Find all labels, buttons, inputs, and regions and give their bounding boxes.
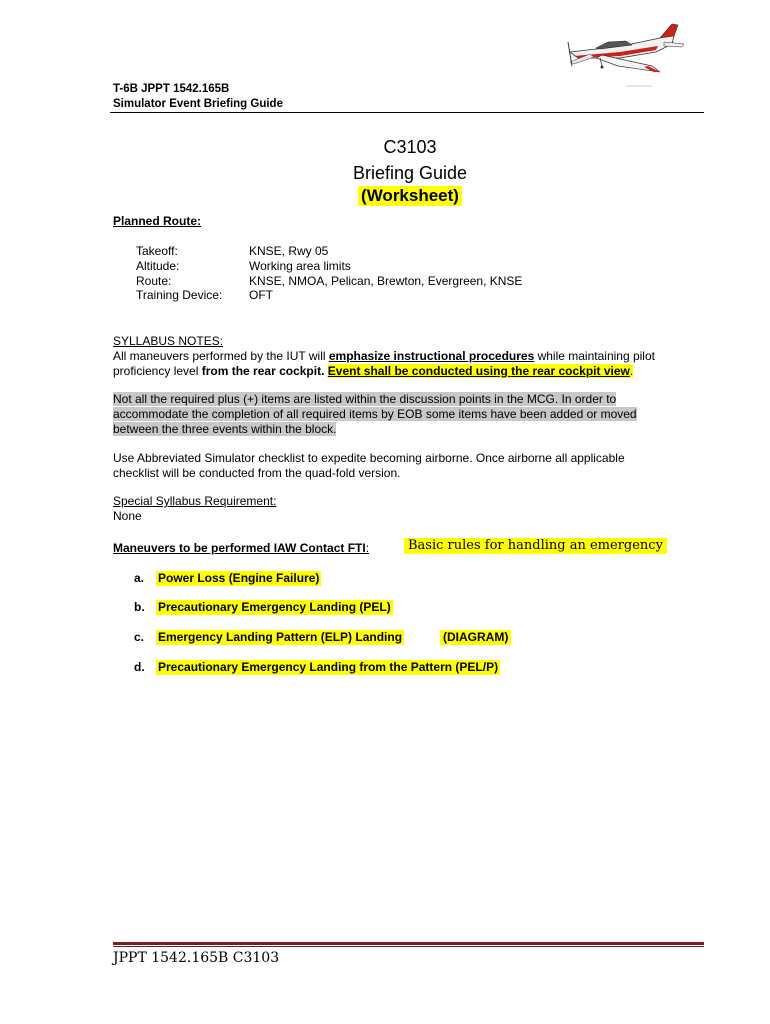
- diagram-reference: [440, 630, 511, 644]
- route-label: Route:: [136, 273, 172, 288]
- notes-text: .: [629, 363, 634, 378]
- notes-text: All maneuvers performed by the IUT will: [113, 348, 329, 363]
- maneuvers-heading-text: Maneuvers to be performed IAW Contact FTI: [113, 541, 366, 555]
- maneuver-letter: c.: [134, 630, 145, 644]
- syllabus-notes-paragraph-3: Use Abbreviated Simulator checklist to expedite becoming airborne. Once airborne all applicable checklist will be conducted from the quad-fold version.: [113, 450, 625, 480]
- special-requirement-value: None: [113, 509, 142, 524]
- emergency-rules-note: Basic rules for handling an emergency: [404, 538, 667, 554]
- maneuver-letter: a.: [134, 571, 145, 585]
- maneuver-text: Precautionary Emergency Landing from the Pattern (PEL/P): [158, 660, 499, 674]
- route-row-takeoff: [136, 244, 522, 259]
- maneuvers-heading: [113, 541, 369, 555]
- route-row-route: [136, 274, 522, 289]
- route-row-training-device: [136, 288, 522, 303]
- document-header: [113, 82, 283, 112]
- route-label: Takeoff:: [136, 244, 178, 258]
- syllabus-notes-paragraph-1: [113, 349, 673, 379]
- route-label: Training Device:: [136, 288, 223, 303]
- route-value: KNSE, NMOA, Pelican, Brewton, Evergreen, KNSE: [249, 273, 523, 288]
- header-doc-id: T-6B JPPT 1542.165B: [113, 83, 230, 95]
- maneuver-text: Precautionary Emergency Landing (PEL): [158, 600, 391, 614]
- special-requirement-heading: Special Syllabus Requirement:: [113, 494, 277, 509]
- page-footer: JPPT 1542.165B C3103: [113, 950, 280, 966]
- route-value: Working area limits: [249, 258, 351, 273]
- syllabus-notes-heading: SYLLABUS NOTES:: [113, 334, 224, 348]
- planned-route-heading: Planned Route:: [113, 214, 202, 228]
- maneuver-text: Emergency Landing Pattern (ELP) Landing: [158, 630, 403, 644]
- header-divider: [110, 112, 704, 113]
- route-label: Altitude:: [136, 258, 180, 273]
- route-row-altitude: [136, 259, 522, 274]
- notes-emphasis: emphasize instructional procedures: [328, 348, 535, 363]
- planned-route-table: [136, 244, 522, 303]
- notes-rear-cockpit-view: Event shall be conducted using the rear cockpit view: [327, 363, 630, 378]
- maneuver-letter: b.: [134, 600, 145, 614]
- header-doc-type: Simulator Event Briefing Guide: [113, 98, 283, 110]
- document-title: Briefing Guide: [352, 163, 468, 183]
- syllabus-notes-paragraph-2: [113, 392, 673, 436]
- t6-aircraft-illustration: [560, 22, 700, 92]
- route-value: KNSE, Rwy 05: [249, 244, 329, 258]
- route-value: OFT: [249, 288, 273, 303]
- syllabus-notes-section: [113, 334, 673, 524]
- diagram-label: (DIAGRAM): [440, 630, 511, 645]
- maneuver-text: Power Loss (Engine Failure): [158, 571, 320, 585]
- notes-rear-cockpit: from the rear cockpit.: [201, 363, 325, 378]
- footer-divider-thin: [113, 946, 704, 947]
- title-block: [0, 134, 770, 206]
- event-code: C3103: [383, 137, 437, 157]
- worksheet-subtitle: (Worksheet): [358, 186, 462, 206]
- notes-gray-highlight: Not all the required plus (+) items are listed within the discussion points in the MCG. In order to accommodate the completion of all required items by EOB some items have been added or moved between the three events within the block.: [113, 392, 637, 436]
- maneuvers-heading-colon: :: [365, 541, 370, 555]
- maneuver-letter: d.: [134, 660, 145, 674]
- footer-divider-thick: [113, 942, 704, 945]
- notes-text: while maintaining pilot proficiency level: [113, 348, 655, 378]
